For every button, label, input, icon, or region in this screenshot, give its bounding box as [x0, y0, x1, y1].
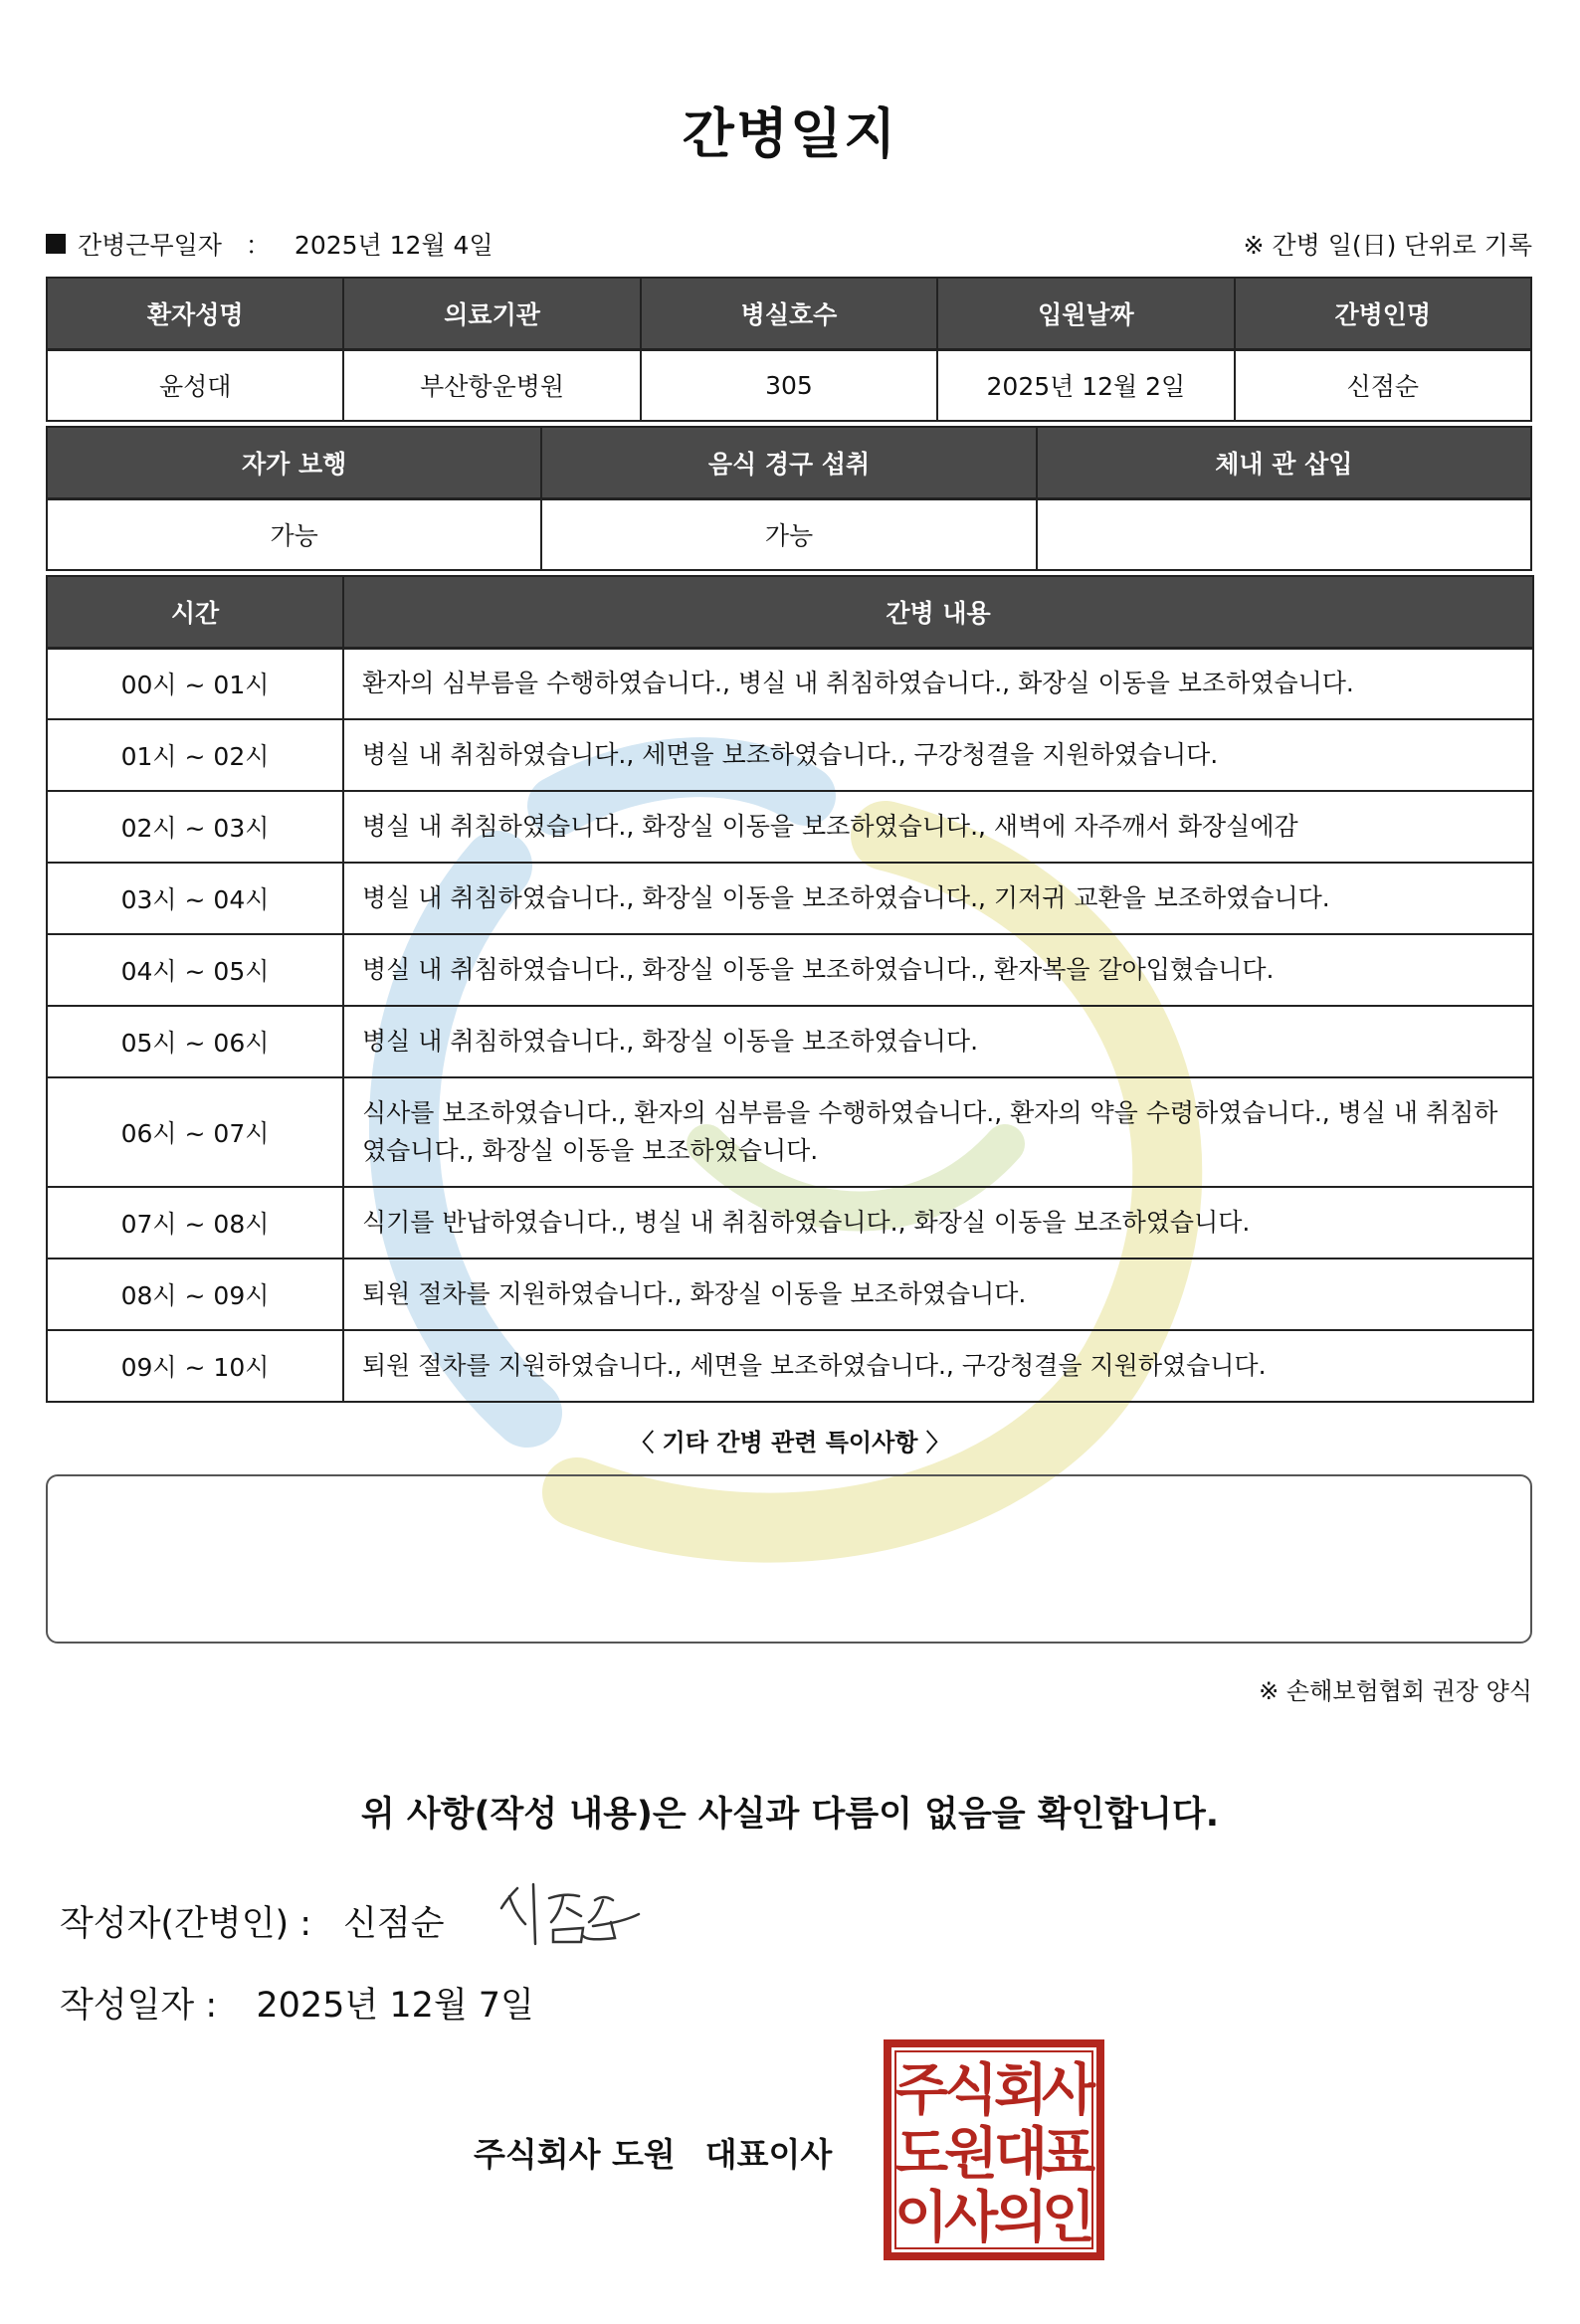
work-date-value: 2025년 12월 4일 [294, 231, 494, 260]
log-content: 식기를 반납하였습니다., 병실 내 취침하였습니다., 화장실 이동을 보조하였습니다. [343, 1187, 1533, 1259]
log-time: 01시 ~ 02시 [47, 719, 343, 791]
log-time: 07시 ~ 08시 [47, 1187, 343, 1259]
log-time: 09시 ~ 10시 [47, 1330, 343, 1402]
header-care-content: 간병 내용 [343, 576, 1533, 648]
log-time: 03시 ~ 04시 [47, 863, 343, 934]
company-signatory [474, 2129, 832, 2176]
table-row [47, 719, 1533, 791]
written-date-label: 작성일자 : [60, 1986, 218, 2026]
table-row [47, 1006, 1533, 1077]
caregiver-name: 신점순 [1235, 349, 1531, 421]
tube-insertion-value [1037, 498, 1531, 570]
svg-text:표: 표 [1041, 2122, 1096, 2187]
form-footnote: ※ 손해보험협회 권장 양식 [1259, 1677, 1532, 1705]
remarks-title: 〈 기타 간병 관련 특이사항 〉 [630, 1429, 950, 1456]
self-walking-value: 가능 [47, 498, 541, 570]
log-content: 병실 내 취침하였습니다., 화장실 이동을 보조하였습니다., 새벽에 자주깨서 화장실에감 [343, 791, 1533, 863]
hospital: 부산항운병원 [343, 349, 640, 421]
svg-text:사: 사 [943, 2186, 999, 2250]
table-row [47, 791, 1533, 863]
svg-text:대: 대 [993, 2122, 1049, 2187]
log-content: 병실 내 취침하였습니다., 화장실 이동을 보조하였습니다., 기저귀 교환을 보조하였습니다. [343, 863, 1533, 934]
log-content: 퇴원 절차를 지원하였습니다., 세면을 보조하였습니다., 구강청결을 지원하였습니다. [343, 1330, 1533, 1402]
log-time: 05시 ~ 06시 [47, 1006, 343, 1077]
oral-intake-value: 가능 [541, 498, 1036, 570]
header-caregiver-name: 간병인명 [1235, 278, 1531, 349]
svg-text:회: 회 [993, 2058, 1049, 2123]
table-row [47, 934, 1533, 1006]
header-admission-date: 입원날짜 [937, 278, 1234, 349]
table-row [47, 1259, 1533, 1330]
table-row [47, 863, 1533, 934]
table-header-row [47, 576, 1533, 648]
table-row [47, 498, 1531, 570]
svg-text:주: 주 [893, 2058, 949, 2123]
patient-status-table [46, 426, 1532, 571]
header-self-walking: 자가 보행 [47, 427, 541, 498]
table-row [47, 1330, 1533, 1402]
work-date-label: 간병근무일자 [78, 231, 222, 260]
log-content: 퇴원 절차를 지원하였습니다., 화장실 이동을 보조하였습니다. [343, 1259, 1533, 1330]
table-row [47, 1187, 1533, 1259]
header-oral-intake: 음식 경구 섭취 [541, 427, 1036, 498]
log-content: 병실 내 취침하였습니다., 화장실 이동을 보조하였습니다. [343, 1006, 1533, 1077]
patient-name: 윤성대 [47, 349, 343, 421]
written-date-value: 2025년 12월 7일 [256, 1986, 534, 2026]
admission-date: 2025년 12월 2일 [937, 349, 1234, 421]
work-date-separator: ： [245, 231, 271, 260]
svg-text:사: 사 [1041, 2058, 1096, 2123]
care-log-table [46, 575, 1534, 1403]
header-tube-insertion: 체내 관 삽입 [1037, 427, 1531, 498]
table-header-row [47, 278, 1531, 349]
header-hospital: 의료기관 [343, 278, 640, 349]
company-name: 주식회사 도원 [474, 2135, 676, 2174]
written-date-line [60, 1978, 534, 2028]
svg-text:인: 인 [1041, 2186, 1096, 2250]
patient-info-table [46, 277, 1532, 422]
log-content: 환자의 심부름을 수행하였습니다., 병실 내 취침하였습니다., 화장실 이동을 보조하였습니다. [343, 648, 1533, 719]
log-content: 병실 내 취침하였습니다., 세면을 보조하였습니다., 구강청결을 지원하였습니다. [343, 719, 1533, 791]
log-time: 06시 ~ 07시 [47, 1077, 343, 1187]
svg-text:의: 의 [993, 2186, 1049, 2250]
square-bullet-icon [46, 234, 66, 254]
header-patient-name: 환자성명 [47, 278, 343, 349]
table-row [47, 349, 1531, 421]
log-content: 병실 내 취침하였습니다., 화장실 이동을 보조하였습니다., 환자복을 갈아입혔습니다. [343, 934, 1533, 1006]
table-header-row [47, 427, 1531, 498]
work-date [46, 226, 494, 262]
remarks-box [46, 1474, 1532, 1644]
confirmation-statement: 위 사항(작성 내용)은 사실과 다름이 없음을 확인합니다. [360, 1795, 1220, 1835]
meta-row [46, 227, 1532, 261]
svg-text:식: 식 [943, 2058, 999, 2123]
svg-text:도: 도 [893, 2122, 949, 2187]
company-role: 대표이사 [704, 2135, 833, 2174]
log-time: 02시 ~ 03시 [47, 791, 343, 863]
table-row [47, 1077, 1533, 1187]
writer-line [60, 1896, 445, 1946]
page-title: 간병일지 [682, 102, 898, 165]
log-time: 04시 ~ 05시 [47, 934, 343, 1006]
company-seal [884, 2039, 1104, 2260]
svg-text:이: 이 [893, 2186, 949, 2250]
header-time: 시간 [47, 576, 343, 648]
writer-label: 작성자(간병인) : [60, 1904, 312, 1944]
svg-text:원: 원 [943, 2122, 999, 2187]
room-number: 305 [641, 349, 937, 421]
header-room-number: 병실호수 [641, 278, 937, 349]
log-content: 식사를 보조하였습니다., 환자의 심부름을 수행하였습니다., 환자의 약을 수령하였습니다., 병실 내 취침하였습니다., 화장실 이동을 보조하였습니다. [343, 1077, 1533, 1187]
table-row [47, 648, 1533, 719]
log-time: 00시 ~ 01시 [47, 648, 343, 719]
writer-name: 신점순 [343, 1904, 445, 1944]
record-note: ※ 간병 일(日) 단위로 기록 [1243, 231, 1532, 260]
handwritten-signature [488, 1878, 647, 1950]
log-time: 08시 ~ 09시 [47, 1259, 343, 1330]
